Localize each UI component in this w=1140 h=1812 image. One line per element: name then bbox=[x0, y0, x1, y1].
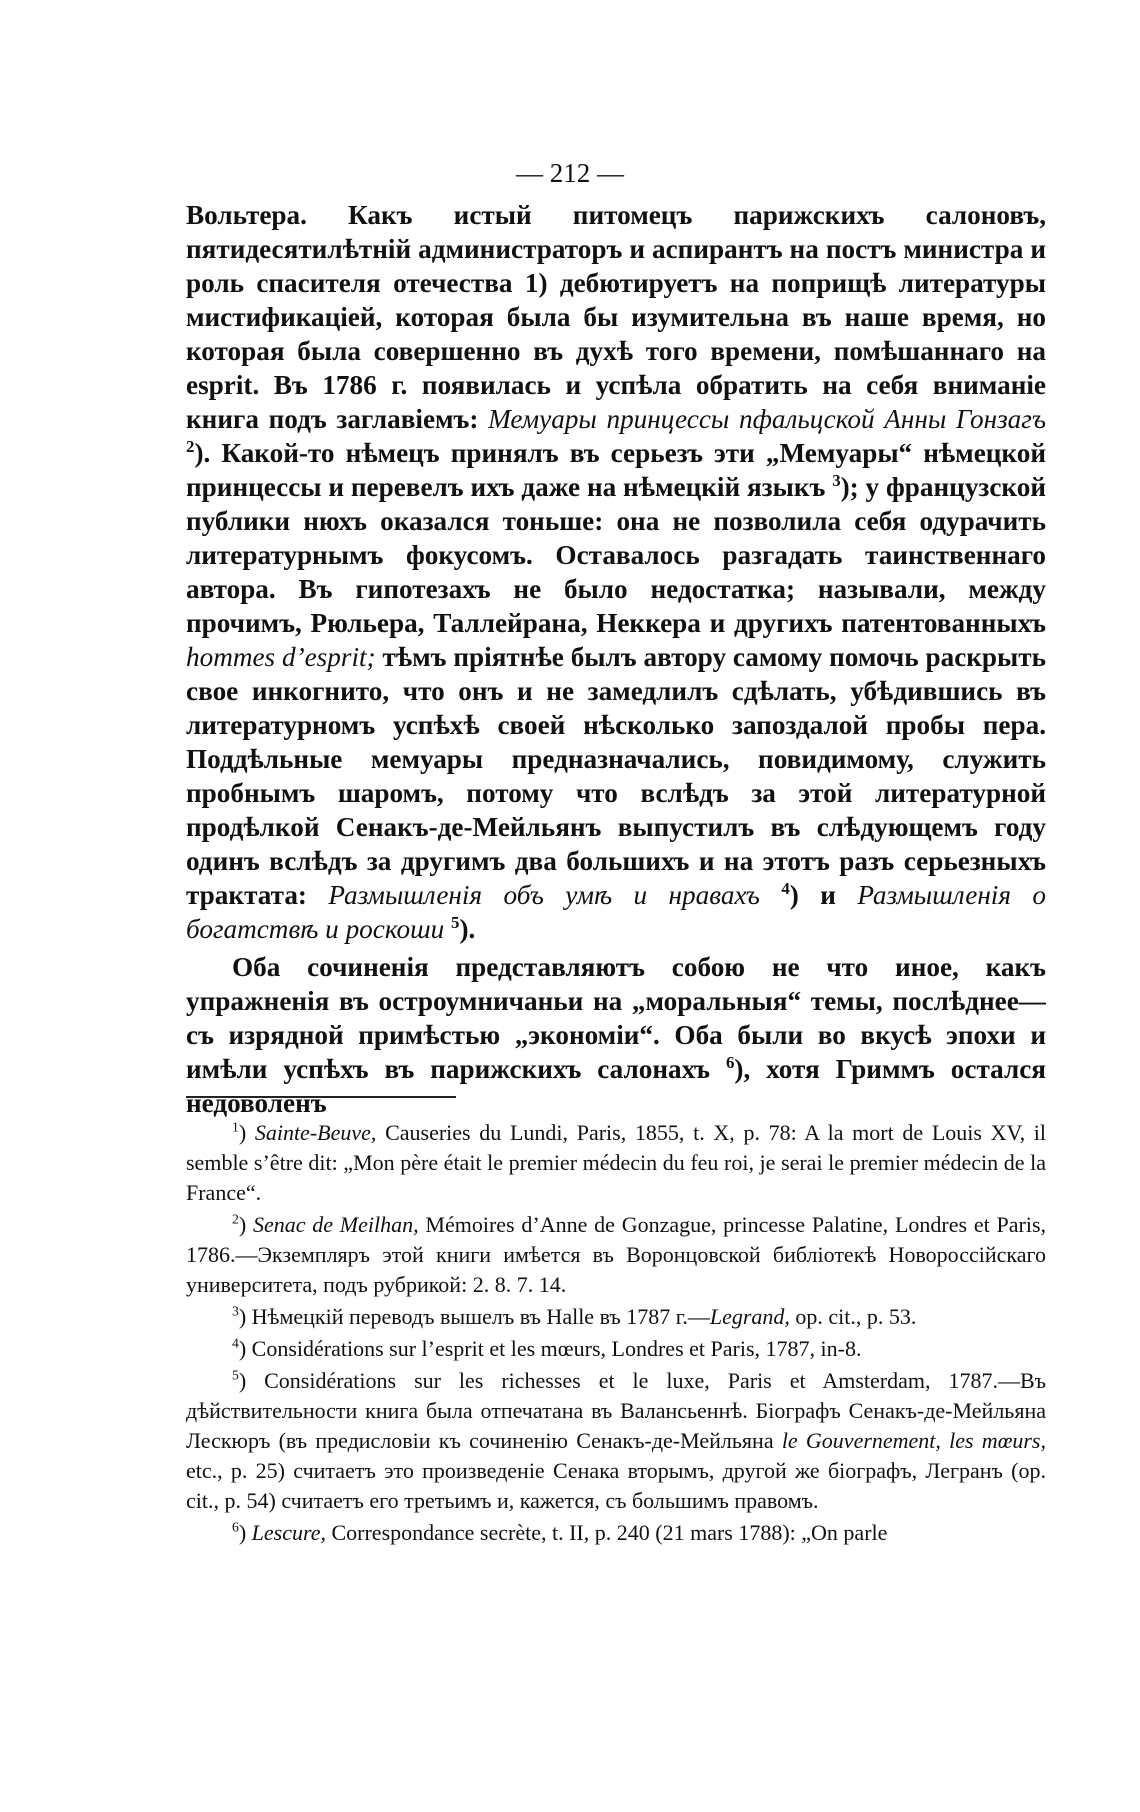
paragraph-2 bbox=[186, 950, 1046, 1120]
footnote-author: Lescure, bbox=[251, 1520, 326, 1545]
text-run: ) и bbox=[789, 880, 858, 910]
text-run: ), хотя Гриммъ остался недоволенъ bbox=[186, 1054, 1046, 1118]
text-run: дебютируетъ на поприщѣ литературы мистификаціей, которая была бы изумительна въ наше время, но которая была совершенно въ духѣ того времени, помѣшаннаго на esprit. Въ 1786 г. появилась и успѣла обратить на себя вниманіе книга подъ заглавіемъ: bbox=[186, 268, 1046, 434]
text-run: ). Какой-то нѣмецъ принялъ въ серьезъ эти „Мемуары“ нѣмецкой принцессы и перевелъ ихъ даже на нѣмецкій языкъ bbox=[186, 438, 1046, 502]
book-title: Размышленія объ умѣ и нравахъ bbox=[328, 880, 760, 910]
footnote-text: Causeries du Lundi, Paris, 1855, t. X, p. 78: A la mort de Louis XV, il semble s’être dit: „Mon père était le premier médecin du feu roi, je serai le premier médecin de la France“. bbox=[186, 1120, 1046, 1205]
footnote-ref-1: 1) bbox=[524, 268, 548, 298]
footnote-ref-6: 6 bbox=[725, 1052, 735, 1072]
footnote-marker: 2 bbox=[232, 1211, 239, 1227]
footnote-ref-3: 3 bbox=[832, 470, 841, 490]
footnote-marker: 4 bbox=[232, 1335, 239, 1351]
footnote-marker: 5 bbox=[232, 1367, 239, 1383]
footnote-4: $^4$) Considérations sur l’esprit et les mœurs, Londres et Paris, 1787, in-8. bbox=[232, 1335, 862, 1361]
footnote-text: etc., p. 25) считаетъ это произведеніе Сенака вторымъ, другой же біографъ, Легранъ (op. cit., p. 54) считаетъ его третьимъ и, кажется, съ большимъ правомъ. bbox=[186, 1458, 1046, 1513]
footnote-author: Senac de Meilhan, bbox=[252, 1212, 419, 1237]
footnote-author: Legrand, bbox=[709, 1304, 790, 1329]
footnote-6: $^6$) Lescure, Correspondance secrète, t. II, p. 240 (21 mars 1788): „On parle bbox=[232, 1519, 888, 1545]
main-text bbox=[186, 198, 1046, 1120]
footnote-divider bbox=[186, 1096, 456, 1098]
footnote-5: $^5$) Considérations sur les richesses et le luxe, Paris et Amsterdam, 1787.—Въ дѣйствительности книга была отпечатана въ Валансьеннѣ. Біографъ Сенакъ-де-Мейльяна Лескюръ (въ предисловіи къ сочиненію Сенакъ-де-Мейльяна le Gouvernement, les mœurs, etc., p. 25) считаетъ это произведеніе Сенака вторымъ, другой же біографъ, Легранъ (op. cit., p. 54) считаетъ его третьимъ и, кажется, съ большимъ правомъ. bbox=[186, 1367, 1046, 1513]
footnote-text: Нѣмецкій переводъ вышелъ въ Halle въ 1787 г.— bbox=[246, 1304, 710, 1329]
text-run: тѣмъ пріятнѣе былъ автору самому помочь раскрыть свое инкогнито, что онъ и не замедлилъ сдѣлать, убѣдившись въ литературномъ успѣхѣ своей нѣсколько запоздалой пробы пера. Поддѣльные мемуары предназначались, повидимому, служить пробнымъ шаромъ, потому что вслѣдъ за этой литературной продѣлкой Сенакъ-де-Мейльянъ выпустилъ въ слѣдующемъ году одинъ вслѣдъ за другимъ два большихъ и на этотъ разъ серьезныхъ трактата: bbox=[186, 642, 1047, 910]
book-title: Размышленія о богатствѣ и роскоши bbox=[186, 880, 1047, 944]
text-run: Вольтера. Какъ истый питомецъ парижскихъ салоновъ, пятидесятилѣтній администраторъ и аспирантъ на постъ министра и роль спасителя отечества bbox=[186, 200, 1046, 298]
footnote-text: Correspondance secrète, t. II, p. 240 (21 mars 1788): „On parle bbox=[325, 1520, 888, 1545]
footnote-text: Considérations sur l’esprit et les mœurs, Londres et Paris, 1787, in-8. bbox=[246, 1336, 862, 1361]
footnote-marker: 6 bbox=[232, 1519, 239, 1535]
text-run: ); у французской публики нюхъ оказался тоньше: она не позволила себя одурачить литературнымъ фокусомъ. Оставалось разгадать таинственнаго автора. Въ гипотезахъ не было недостатка; называли, между прочимъ, Рюльера, Таллейрана, Неккера и другихъ патентованныхъ bbox=[186, 472, 1046, 638]
paragraph-1 bbox=[186, 198, 1046, 946]
footnotes bbox=[186, 1118, 1046, 1548]
footnote-text: Mémoires d’Anne de Gonzague, princesse Palatine, Londres et Paris, 1786.—Экземпляръ этой книги имѣется въ Воронцовской библіотекѣ Новороссійскаго университета, подъ рубрикой: 2. 8. 7. 14. bbox=[186, 1212, 1047, 1297]
footnote-marker: 1 bbox=[232, 1119, 239, 1135]
footnote-2: $^2$) Senac de Meilhan, Mémoires d’Anne de Gonzague, princesse Palatine, Londres et Paris, 1786.—Экземпляръ этой книги имѣется въ Воронцовской библіотекѣ Новороссійскаго университета, подъ рубрикой: 2. 8. 7. 14. bbox=[186, 1211, 1047, 1297]
footnote-author: Sainte-Beuve, bbox=[254, 1120, 377, 1145]
footnote-ref-5: 5 bbox=[451, 912, 460, 932]
footnote-marker: 3 bbox=[232, 1303, 239, 1319]
footnote-text: op. cit., p. 53. bbox=[789, 1304, 917, 1329]
footnote-1: $^1$) Sainte-Beuve, Causeries du Lundi, Paris, 1855, t. X, p. 78: A la mort de Louis XV, il semble s’être dit: „Mon père était le premier médecin du feu roi, je serai le premier médecin de la France“. bbox=[186, 1119, 1046, 1205]
footnote-title: le Gouvernement, les mœurs, bbox=[781, 1428, 1046, 1453]
footnote-3: $^3$) Нѣмецкій переводъ вышелъ въ Halle въ 1787 г.—Legrand, op. cit., p. 53. bbox=[232, 1303, 917, 1329]
book-title: Мемуары принцессы пфальцской Анны Гонзагъ bbox=[488, 404, 1046, 434]
footnote-text: Considérations sur les richesses et le luxe, Paris et Amsterdam, 1787.—Въ дѣйствительности книга была отпечатана въ Валансьеннѣ. Біографъ Сенакъ-де-Мейльяна Лескюръ (въ предисловіи къ сочиненію Сенакъ-де-Мейльяна bbox=[186, 1368, 1046, 1453]
text-run: ). bbox=[459, 914, 476, 944]
italic-phrase: hommes d’esprit; bbox=[186, 642, 376, 672]
page-number: — 212 — bbox=[516, 158, 624, 188]
text-run: Оба сочиненія представляютъ собою не что иное, какъ упражненія въ остроумничаньи на „моральныя“ темы, послѣднее—съ изрядной примѣстью „экономіи“. Оба были во вкусѣ эпохи и имѣли успѣхъ въ парижскихъ салонахъ bbox=[186, 952, 1046, 1084]
footnote-ref-2: 2 bbox=[186, 436, 195, 456]
footnote-ref-4: 4 bbox=[781, 878, 790, 898]
